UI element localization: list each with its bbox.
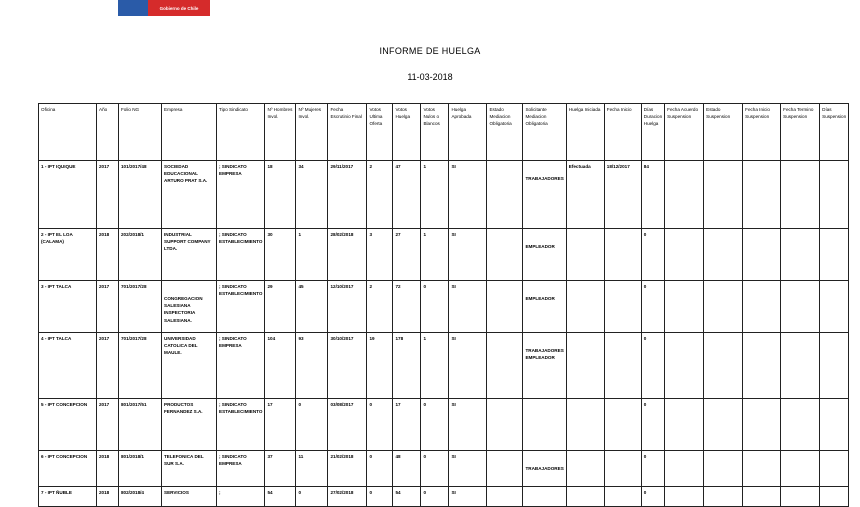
table-cell <box>393 281 421 333</box>
report-title: INFORME DE HUELGA <box>379 46 481 56</box>
table-cell <box>566 399 604 451</box>
column-header: Fecha Termino Suspension <box>781 104 820 161</box>
cell-value: 0 <box>643 284 647 289</box>
cell-value: 0 <box>298 402 302 407</box>
cell-value: 3 - IPT TALCA <box>41 284 72 289</box>
cell-value: SERVICIOS <box>164 490 189 495</box>
strike-report-table <box>38 103 849 507</box>
table-cell <box>523 161 566 229</box>
cell-value: ; SINDICATO ESTABLECIMIENTO <box>219 232 263 245</box>
cell-value: 18 <box>267 164 273 169</box>
cell-value: TELEFONICA DEL SUR S.A. <box>164 454 204 467</box>
table-cell <box>393 333 421 399</box>
cell-value: 101/2017/48 <box>121 164 147 169</box>
table-cell <box>367 281 393 333</box>
cell-value: 701/2017/28 <box>121 336 147 341</box>
table-cell <box>162 229 217 281</box>
column-header: Fecha Inicio Suspension <box>743 104 781 161</box>
column-header: Votos Nulos o Blancos <box>421 104 449 161</box>
cell-value: 0 <box>643 402 647 407</box>
table-cell <box>665 487 704 507</box>
cell-value: SI <box>451 164 456 169</box>
cell-value: 2 <box>369 284 373 289</box>
column-header: Fecha Inicio <box>604 104 641 161</box>
cell-value: ; SINDICATO EMPRESA <box>219 336 247 349</box>
column-header: Año <box>97 104 119 161</box>
table-cell <box>781 333 820 399</box>
table-cell <box>604 451 641 487</box>
table-cell <box>328 281 367 333</box>
cell-value: 18/12/2017 <box>606 164 630 169</box>
column-header: Estado Mediacion Obligatoria <box>487 104 523 161</box>
table-cell <box>296 333 328 399</box>
table-cell <box>328 487 367 507</box>
cell-value: 202/2018/1 <box>121 232 144 237</box>
table-cell <box>449 451 487 487</box>
cell-value: 72 <box>395 284 401 289</box>
table-cell <box>704 399 743 451</box>
cell-value: 2017 <box>99 402 110 407</box>
table-cell <box>487 487 523 507</box>
table-cell <box>449 161 487 229</box>
cell-value: 93 <box>298 336 304 341</box>
table-cell <box>328 333 367 399</box>
table-cell <box>393 487 421 507</box>
column-header: Empresa <box>162 104 217 161</box>
cell-value: 29/11/2017 <box>330 164 354 169</box>
table-cell <box>487 161 523 229</box>
cell-value: 7 - IPT ÑUBLE <box>41 490 72 495</box>
table-cell <box>566 451 604 487</box>
cell-value: 27 <box>395 232 401 237</box>
cell-value: SI <box>451 454 456 459</box>
cell-value: 178 <box>395 336 404 341</box>
table-cell <box>487 281 523 333</box>
table-cell <box>39 399 97 451</box>
cell-value: SOCIEDAD EDUCACIONAL ARTURO PRAT S.A. <box>164 164 208 184</box>
table-cell <box>97 333 119 399</box>
table-cell <box>604 487 641 507</box>
table-cell <box>820 333 849 399</box>
cell-value: ; SINDICATO EMPRESA <box>219 454 247 467</box>
table-cell <box>217 281 265 333</box>
table-cell <box>641 487 664 507</box>
cell-value: 0 <box>643 454 647 459</box>
table-cell <box>97 281 119 333</box>
cell-value: SI <box>451 284 456 289</box>
cell-value: SI <box>451 402 456 407</box>
table-cell <box>97 161 119 229</box>
table-cell <box>449 399 487 451</box>
table-cell <box>217 487 265 507</box>
table-cell <box>566 487 604 507</box>
table-row <box>39 451 849 487</box>
table-cell <box>487 451 523 487</box>
table-cell <box>449 487 487 507</box>
cell-value: 2 - IPT EL LOA (CALAMA) <box>41 232 73 245</box>
table-cell <box>119 333 162 399</box>
cell-value: CONGREGACION SALESIANA INSPECTORIA SALESIANA. <box>164 296 203 323</box>
table-cell <box>743 451 781 487</box>
table-cell <box>641 333 664 399</box>
cell-value: 3 <box>369 232 373 237</box>
table-cell <box>449 281 487 333</box>
table-cell <box>781 487 820 507</box>
cell-value: SI <box>451 490 456 495</box>
column-header: Votos Huelga <box>393 104 421 161</box>
table-cell <box>328 451 367 487</box>
table-cell <box>523 399 566 451</box>
table-cell <box>820 161 849 229</box>
table-cell <box>665 333 704 399</box>
table-cell <box>604 161 641 229</box>
cell-value: 801/2018/1 <box>121 454 144 459</box>
table-cell <box>217 399 265 451</box>
cell-value: 1 <box>423 232 427 237</box>
table-cell <box>704 487 743 507</box>
column-header: Huelga Aprobada <box>449 104 487 161</box>
table-cell <box>217 333 265 399</box>
table-row <box>39 281 849 333</box>
table-cell <box>743 229 781 281</box>
table-cell <box>39 229 97 281</box>
table-cell <box>604 281 641 333</box>
report-date: 11-03-2018 <box>407 72 453 82</box>
cell-value: 2018 <box>99 490 110 495</box>
table-cell <box>296 161 328 229</box>
column-header: Nº Hombres Invol. <box>265 104 296 161</box>
cell-value: 21/02/2018 <box>330 454 354 459</box>
cell-value: ; <box>219 490 221 495</box>
cell-value: 54 <box>267 490 273 495</box>
table-cell <box>119 229 162 281</box>
cell-value: 0 <box>369 490 373 495</box>
table-cell <box>523 229 566 281</box>
cell-value: ; SINDICATO EMPRESA <box>219 164 247 177</box>
cell-value: 1 - IPT IQUIQUE <box>41 164 76 169</box>
cell-value: 0 <box>643 490 647 495</box>
cell-value: 0 <box>423 284 427 289</box>
table-cell <box>743 487 781 507</box>
cell-value: 0 <box>643 336 647 341</box>
column-header: Huelga Iniciada <box>566 104 604 161</box>
cell-value: 2017 <box>99 336 110 341</box>
table-cell <box>641 281 664 333</box>
cell-value: 19 <box>369 336 375 341</box>
table-cell <box>665 451 704 487</box>
cell-value: EMPLEADOR <box>525 244 555 249</box>
cell-value: 0 <box>423 402 427 407</box>
table-cell <box>97 487 119 507</box>
table-cell <box>523 487 566 507</box>
table-cell <box>328 161 367 229</box>
column-header: Días Suspension <box>820 104 849 161</box>
cell-value: 28/02/2018 <box>330 232 354 237</box>
table-cell <box>39 487 97 507</box>
cell-value: PRODUCTOS FERNANDEZ S.A. <box>164 402 203 415</box>
table-cell <box>421 451 449 487</box>
column-header: Oficina <box>39 104 97 161</box>
table-cell <box>367 451 393 487</box>
table-header-row <box>39 104 849 161</box>
cell-value: 2017 <box>99 284 110 289</box>
table-row <box>39 161 849 229</box>
table-cell <box>217 451 265 487</box>
cell-value: Efectuada <box>568 164 591 169</box>
table-cell <box>162 161 217 229</box>
cell-value: 4 - IPT TALCA <box>41 336 72 341</box>
table-cell <box>217 161 265 229</box>
cell-value: 5 - IPT CONCEPCION <box>41 402 88 407</box>
table-cell <box>743 333 781 399</box>
table-cell <box>704 333 743 399</box>
table-cell <box>641 229 664 281</box>
cell-value: ; SINDICATO ESTABLECIMIENTO <box>219 402 263 415</box>
cell-value: 6 - IPT CONCEPCION <box>41 454 88 459</box>
table-cell <box>449 333 487 399</box>
cell-value: 47 <box>395 164 401 169</box>
table-cell <box>328 399 367 451</box>
table-cell <box>217 229 265 281</box>
cell-value <box>525 489 563 501</box>
table-cell <box>523 451 566 487</box>
cell-value: 12/10/2017 <box>330 284 354 289</box>
table-cell <box>393 161 421 229</box>
column-header: Nº Mujeres Invol. <box>296 104 328 161</box>
table-cell <box>296 487 328 507</box>
table-cell <box>566 161 604 229</box>
logo-blue-block <box>118 0 148 16</box>
table-cell <box>604 399 641 451</box>
cell-value: EMPLEADOR <box>525 296 555 301</box>
table-cell <box>820 229 849 281</box>
table-cell <box>781 451 820 487</box>
table-cell <box>704 161 743 229</box>
cell-value: 802/2018/4 <box>121 490 144 495</box>
table-cell <box>641 161 664 229</box>
table-cell <box>296 399 328 451</box>
table-cell <box>743 281 781 333</box>
cell-value: TRABAJADORES <box>525 176 564 181</box>
table-cell <box>743 399 781 451</box>
table-cell <box>421 281 449 333</box>
table-cell <box>119 451 162 487</box>
column-header: Tipo Sindicato <box>217 104 265 161</box>
cell-value: 1 <box>298 232 302 237</box>
cell-value: 29 <box>267 284 273 289</box>
cell-value: 17 <box>267 402 273 407</box>
table-cell <box>39 333 97 399</box>
cell-value: 0 <box>369 454 373 459</box>
table-row <box>39 229 849 281</box>
cell-value: UNIVERSIDAD CATOLICA DEL MAULE. <box>164 336 198 356</box>
table-cell <box>367 487 393 507</box>
table-cell <box>449 229 487 281</box>
cell-value: 0 <box>423 454 427 459</box>
table-cell <box>487 333 523 399</box>
column-header: Días Duracion Huelga <box>641 104 664 161</box>
table-cell <box>119 281 162 333</box>
table-cell <box>367 161 393 229</box>
table-cell <box>523 281 566 333</box>
cell-value: 48 <box>395 454 401 459</box>
table-cell <box>641 399 664 451</box>
table-cell <box>162 487 217 507</box>
cell-value: 2018 <box>99 454 110 459</box>
table-cell <box>393 451 421 487</box>
cell-value: 2 <box>369 164 373 169</box>
cell-value: TRABAJADORES <box>525 466 564 471</box>
cell-value: 34 <box>298 164 304 169</box>
table-cell <box>421 161 449 229</box>
table-cell <box>781 281 820 333</box>
table-cell <box>704 281 743 333</box>
table-cell <box>265 487 296 507</box>
table-cell <box>704 451 743 487</box>
table-cell <box>162 333 217 399</box>
table-cell <box>604 229 641 281</box>
table-cell <box>641 451 664 487</box>
table-cell <box>781 399 820 451</box>
table-cell <box>265 229 296 281</box>
table-cell <box>393 399 421 451</box>
table-cell <box>367 399 393 451</box>
table-cell <box>820 281 849 333</box>
cell-value: 801/2017/51 <box>121 402 147 407</box>
table-cell <box>566 281 604 333</box>
column-header: Solicitante Mediacion Obligatoria <box>523 104 566 161</box>
table-cell <box>39 161 97 229</box>
gobierno-de-chile-logo <box>118 0 210 16</box>
column-header: Folio NG <box>119 104 162 161</box>
table-cell <box>162 281 217 333</box>
cell-value: 1 <box>423 336 427 341</box>
table-cell <box>162 451 217 487</box>
cell-value: 37 <box>267 454 273 459</box>
cell-value: 84 <box>643 164 649 169</box>
cell-value <box>525 401 563 413</box>
table-cell <box>119 399 162 451</box>
table-cell <box>265 451 296 487</box>
table-cell <box>296 281 328 333</box>
cell-value: 03/08/2017 <box>330 402 354 407</box>
table-cell <box>820 399 849 451</box>
column-header: Estado Suspension <box>704 104 743 161</box>
cell-value: 11 <box>298 454 304 459</box>
table-cell <box>781 161 820 229</box>
cell-value: 104 <box>267 336 276 341</box>
table-cell <box>265 333 296 399</box>
cell-value: 27/02/2018 <box>330 490 354 495</box>
cell-value: 1 <box>423 164 427 169</box>
column-header: Votos Ultima Oferta <box>367 104 393 161</box>
table-cell <box>265 161 296 229</box>
table-cell <box>39 281 97 333</box>
table-cell <box>119 487 162 507</box>
table-cell <box>665 229 704 281</box>
table-cell <box>487 229 523 281</box>
table-cell <box>566 333 604 399</box>
cell-value: 701/2017/28 <box>121 284 147 289</box>
cell-value: SI <box>451 336 456 341</box>
table-cell <box>566 229 604 281</box>
table-cell <box>296 451 328 487</box>
cell-value: INDUSTRIAL SUPPORT COMPANY LTDA. <box>164 232 211 252</box>
table-cell <box>665 161 704 229</box>
cell-value: 30 <box>267 232 273 237</box>
table-cell <box>97 451 119 487</box>
table-cell <box>421 399 449 451</box>
table-cell <box>604 333 641 399</box>
table-cell <box>39 451 97 487</box>
cell-value: TRABAJADORES EMPLEADOR <box>525 348 564 361</box>
table-cell <box>743 161 781 229</box>
cell-value: 0 <box>423 490 427 495</box>
table-cell <box>820 451 849 487</box>
table-cell <box>781 229 820 281</box>
table-cell <box>265 399 296 451</box>
cell-value: 17 <box>395 402 401 407</box>
table-cell <box>704 229 743 281</box>
cell-value: 2017 <box>99 164 110 169</box>
column-header: Fecha Escrutinio Final <box>328 104 367 161</box>
table-cell <box>421 333 449 399</box>
table-cell <box>296 229 328 281</box>
table-cell <box>665 281 704 333</box>
cell-value: 2018 <box>99 232 110 237</box>
table-row <box>39 333 849 399</box>
table-cell <box>367 333 393 399</box>
cell-value: 54 <box>395 490 401 495</box>
table-cell <box>523 333 566 399</box>
cell-value: 0 <box>369 402 373 407</box>
table-cell <box>97 399 119 451</box>
column-header: Fecha Acuerdo Suspension <box>665 104 704 161</box>
table-cell <box>421 487 449 507</box>
table-cell <box>97 229 119 281</box>
cell-value: SI <box>451 232 456 237</box>
table-cell <box>265 281 296 333</box>
table-cell <box>328 229 367 281</box>
cell-value: 0 <box>643 232 647 237</box>
table-cell <box>421 229 449 281</box>
cell-value: ; SINDICATO ESTABLECIMIENTO <box>219 284 263 297</box>
cell-value: 30/10/2017 <box>330 336 354 341</box>
cell-value: 45 <box>298 284 304 289</box>
table-cell <box>487 399 523 451</box>
table-cell <box>119 161 162 229</box>
table-row <box>39 487 849 507</box>
table-cell <box>367 229 393 281</box>
table-cell <box>665 399 704 451</box>
logo-red-block: Gobierno de Chile <box>148 0 210 16</box>
table-cell <box>162 399 217 451</box>
table-cell <box>393 229 421 281</box>
cell-value: 0 <box>298 490 302 495</box>
table-cell <box>820 487 849 507</box>
table-row <box>39 399 849 451</box>
